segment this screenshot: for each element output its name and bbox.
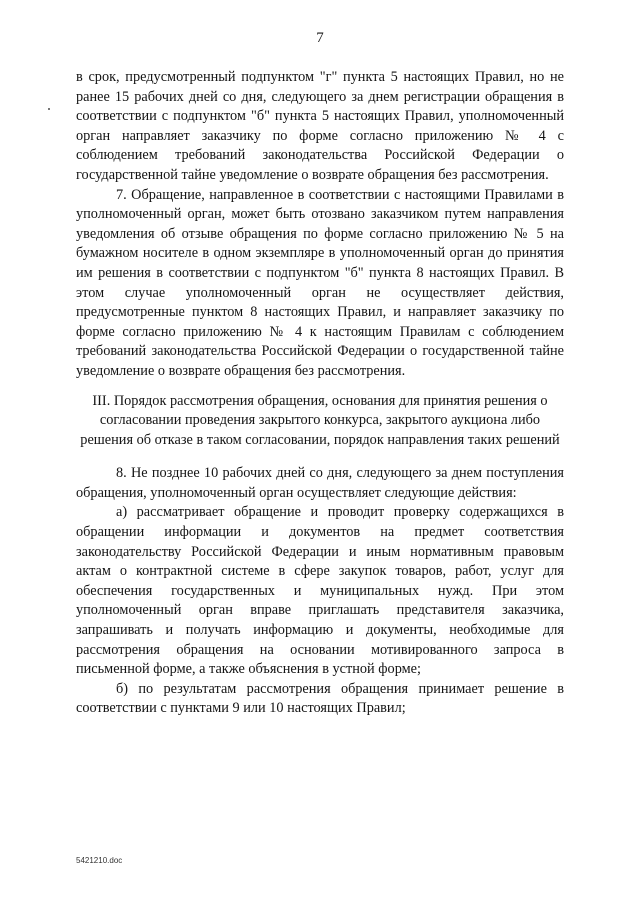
margin-mark <box>48 108 50 110</box>
document-body <box>76 68 564 719</box>
footer-file-code: 5421210.doc <box>76 856 123 865</box>
paragraph-continuation: в срок, предусмотренный подпунктом "г" пункта 5 настоящих Правил, но не ранее 15 рабочих дней со дня, следующего за днем регистрации обращения в соответствии с подпунктом "б" пункта 5 настоящих Правил, уполномоченный орган направляет заказчику по форме согласно приложению № 4 с соблюдением требований законодательства Российской Федерации о государственной тайне уведомление о возврате обращения без рассмотрения. <box>76 69 564 183</box>
page-number: 7 <box>316 30 324 46</box>
paragraph-item-7: 7. Обращение, направленное в соответствии с настоящими Правилами в уполномоченный орган, может быть отозвано заказчиком путем направления уведомления об отзыве обращения по форме согласно приложению № 5 на бумажном носителе в одном экземпляре в уполномоченный орган до принятия им решения в соответствии с подпунктом "б" пункта 8 настоящих Правил. В этом случае уполномоченный орган не осуществляет действия, предусмотренные пунктом 8 настоящих Правил, и направляет заказчику по форме согласно приложению № 4 к настоящим Правилам с соблюдением требований законодательства Российской Федерации о государственной тайне уведомление о возврате обращения без рассмотрения. <box>76 186 564 379</box>
paragraph-item-8: 8. Не позднее 10 рабочих дней со дня, следующего за днем поступления обращения, уполномоченный орган осуществляет следующие действия: <box>76 465 564 501</box>
section-heading: III. Порядок рассмотрения обращения, основания для принятия решения о согласовании проведения закрытого конкурса, закрытого аукциона либо решения об отказе в таком согласовании, порядок направления таких решений <box>80 392 560 448</box>
heading-spacer <box>76 450 564 464</box>
paragraph-subitem-b: б) по результатам рассмотрения обращения принимает решение в соответствии с пунктами 9 или 10 настоящих Правил; <box>76 680 564 717</box>
paragraph-subitem-a: а) рассматривает обращение и проводит проверку содержащихся в обращении информации и документов на предмет соответствия законодательству Российской Федерации и иным нормативным правовым актам о контрактной системе в сфере закупок товаров, работ, услуг для обеспечения государственных и муниципальных нужд. При этом уполномоченный орган вправе приглашать представителя заказчика, запрашивать и получать информацию и документы, необходимые для рассмотрения обращения на основании мотивированного запроса в письменной форме, а также объяснения в устной форме; <box>76 504 564 678</box>
